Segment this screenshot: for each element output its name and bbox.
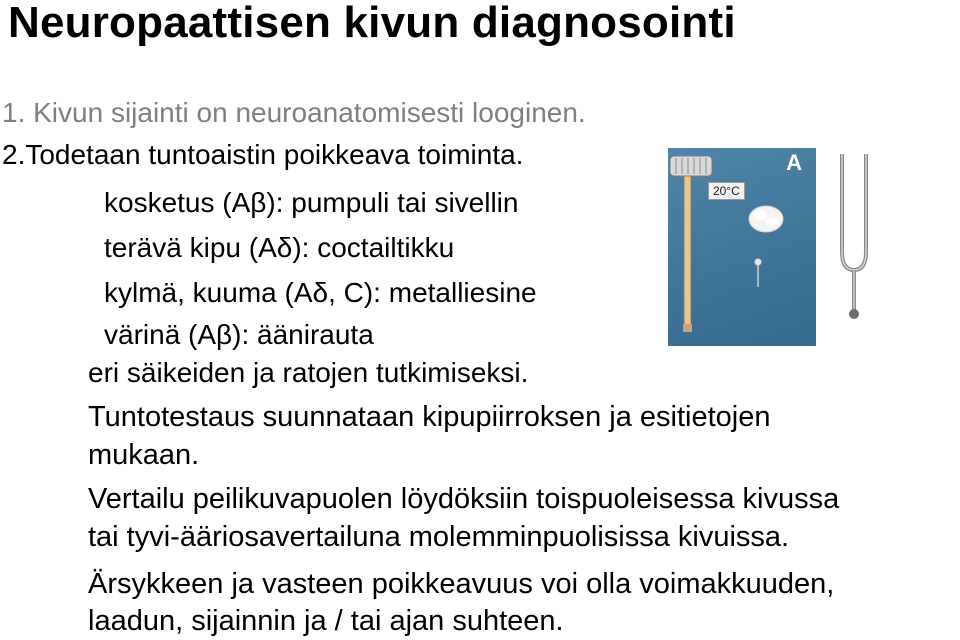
- sub-item-vibration: värinä (Aβ): äänirauta: [104, 319, 374, 350]
- photo-letter-label: A: [786, 150, 802, 175]
- paragraph-comparison-line-2: tai tyvi-ääriosavertailuna molemminpuolisissa kivuissa.: [88, 521, 790, 553]
- paragraph-testing-line-1: Tuntotestaus suunnataan kipupiirroksen ja esitietojen: [88, 401, 771, 433]
- slide-title: Neuropaattisen kivun diagnosointi: [8, 0, 736, 47]
- cotton-ball-icon: [746, 202, 786, 236]
- instruments-photo: [668, 148, 816, 346]
- sub-item-cold-warm: kylmä, kuuma (Aδ, C): metalliesine: [104, 277, 537, 308]
- sub-item-touch: kosketus (Aβ): pumpuli tai sivellin: [104, 187, 519, 218]
- temperature-label: 20°C: [708, 182, 745, 200]
- paragraph-stimulus-line-2: laadun, sijainnin ja / tai ajan suhteen.: [88, 605, 564, 637]
- paragraph-comparison-line-1: Vertailu peilikuvapuolen löydöksiin toispuoleisessa kivussa: [88, 483, 840, 515]
- point-1: 1. Kivun sijainti on neuroanatomisesti looginen.: [2, 97, 586, 128]
- pin-icon: [752, 258, 764, 288]
- point-2: 2.Todetaan tuntoaistin poikkeava toiminta.: [2, 139, 524, 170]
- paragraph-stimulus-line-1: Ärsykkeen ja vasteen poikkeavuus voi olla voimakkuuden,: [88, 568, 835, 600]
- tuning-fork-icon: [836, 152, 872, 322]
- hammer-icon: [668, 148, 728, 346]
- paragraph-testing-line-2: mukaan.: [88, 439, 200, 471]
- paragraph-fibers: eri säikeiden ja ratojen tutkimiseksi.: [88, 357, 529, 388]
- sub-item-sharp-pain: terävä kipu (Aδ): coctailtikku: [104, 232, 455, 263]
